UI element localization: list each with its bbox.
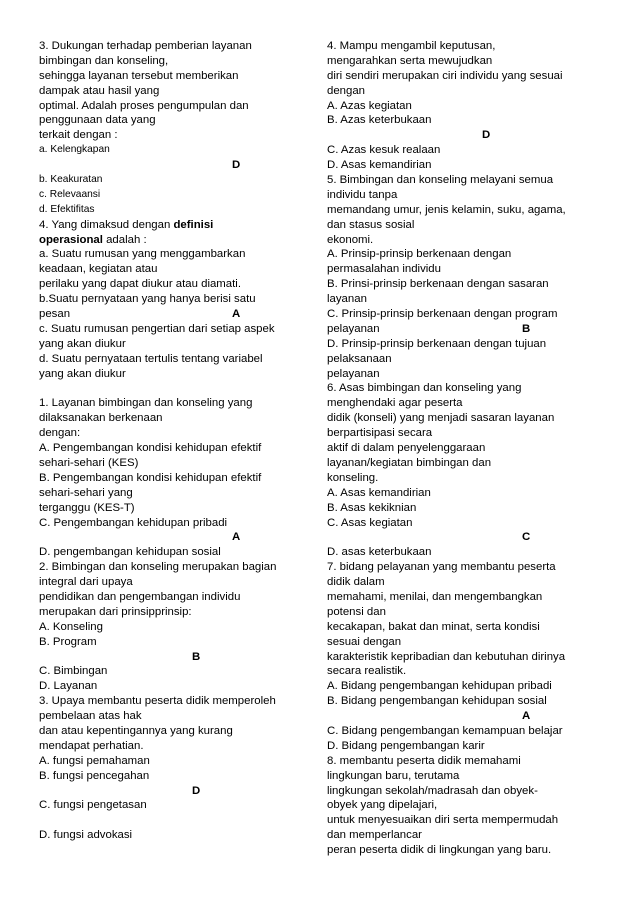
text-line: c. Relevaansi (39, 188, 101, 200)
text-line: 3. Dukungan terhadap pemberian layanan (39, 40, 252, 52)
answer-key: A (522, 710, 531, 723)
text-line: secara realistik. (327, 665, 407, 678)
text-line: C. fungsi pengetasan (39, 799, 147, 812)
text-line: perilaku yang dapat diukur atau diamati. (39, 278, 241, 291)
text-line: b. Keakuratan (39, 174, 103, 186)
text-line: konseling. (327, 471, 379, 484)
text-line: terkait dengan : (39, 129, 118, 142)
text-line: 4. Mampu mengambil keputusan, (327, 40, 496, 52)
text-line: individu tanpa (327, 188, 398, 201)
text-line: D. Layanan (39, 680, 98, 693)
text-line: potensi dan (327, 605, 386, 618)
right-column (327, 39, 603, 858)
text-line: dan stasus sosial (327, 218, 415, 231)
answer-key: B (522, 322, 531, 335)
text-line: 5. Bimbingan dan konseling melayani semua (327, 174, 554, 187)
text-line: memahami, menilai, dan mengembangkan (327, 590, 543, 603)
text-line: karakteristik kepribadian dan kebutuhan dirinya (327, 650, 566, 663)
text-line: 8. membantu peserta didik memahami (327, 754, 521, 767)
text-line: D. asas keterbukaan (327, 546, 432, 559)
text-line: d. Efektifitas (39, 203, 95, 215)
text-line: A. Pengembangan kondisi kehidupan efektif (39, 442, 262, 455)
text-line: penggunaan data yang (39, 114, 156, 127)
text-line: C. Asas kegiatan (327, 516, 413, 529)
text-line: B. Prinsi-prinsip berkenaan dengan sasaran (327, 278, 549, 291)
text-line: permasalahan individu (327, 263, 441, 276)
text-line: B. Pengembangan kondisi kehidupan efektif (39, 471, 262, 484)
text-line: pesan A (39, 308, 241, 321)
text-line: pelaksanaan (327, 352, 392, 365)
blank-line (39, 813, 307, 828)
text-line: diri sendiri merupakan ciri individu yang sesuai (327, 69, 563, 82)
text-line: b.Suatu pernyataan yang hanya berisi satu (39, 293, 256, 306)
text-line: C. Bimbingan (39, 665, 108, 678)
text-line: sehingga layanan tersebut memberikan (39, 69, 239, 82)
text-line: bimbingan dan konseling, (39, 54, 169, 67)
text-line: sesuai dengan (327, 635, 402, 648)
text-line: didik dalam (327, 576, 385, 589)
text-line: lingkungan sekolah/madrasah dan obyek- (327, 784, 538, 797)
text-line: 4. Yang dimaksud dengan definisi (39, 218, 214, 231)
text-line: d. Suatu pernyataan tertulis tentang variabel (39, 352, 263, 365)
text-line: dan atau kepentingannya yang kurang (39, 724, 233, 737)
text-line: mendapat perhatian. (39, 739, 144, 752)
text-line: 2. Bimbingan dan konseling merupakan bagian (39, 561, 277, 574)
text-line: pelayanan (327, 367, 380, 380)
text-line: mengarahkan serta mewujudkan (327, 54, 493, 67)
text-line: A. Asas kemandirian (327, 486, 431, 499)
text-line: 3. Upaya membantu peserta didik memperoleh (39, 695, 276, 708)
text-line: dengan: (39, 427, 81, 440)
text-line: integral dari upaya (39, 576, 133, 589)
text-line: B. Asas kekiknian (327, 501, 417, 514)
text-line: D. fungsi advokasi (39, 829, 133, 842)
text-line: aktif di dalam penyelenggaraan (327, 442, 486, 455)
text-line: merupakan dari prinsipprinsip: (39, 605, 192, 618)
text-line: 1. Layanan bimbingan dan konseling yang (39, 397, 253, 410)
text-line: 6. Asas bimbingan dan konseling yang (327, 382, 522, 395)
text-line: D. Bidang pengembangan karir (327, 739, 485, 752)
text-line: terganggu (KES-T) (39, 501, 135, 514)
text-line: menghendaki agar peserta (327, 397, 463, 410)
text-line: lingkungan baru, terutama (327, 769, 460, 782)
answer-key: B (192, 650, 201, 663)
text-line: C. Bidang pengembangan kemampuan belajar (327, 724, 563, 737)
text-line: pembelaan atas hak (39, 710, 142, 723)
text-line: berpartisipasi secara (327, 427, 433, 440)
text-line: kecakapan, bakat dan minat, serta kondisi (327, 620, 540, 633)
text-line: C. Azas kesuk realaan (327, 144, 441, 157)
answer-key: A (232, 308, 241, 321)
text-line: C. Pengembangan kehidupan pribadi (39, 516, 228, 529)
text-line: a. Suatu rumusan yang menggambarkan (39, 248, 246, 261)
left-column (39, 39, 307, 843)
text-line: sehari-sehari (KES) (39, 456, 139, 469)
text-line: dilaksanakan berkenaan (39, 412, 163, 425)
text-line: memandang umur, jenis kelamin, suku, agama, (327, 203, 566, 216)
text-line: B. fungsi pencegahan (39, 769, 150, 782)
text-line: A. Bidang pengembangan kehidupan pribadi (327, 680, 552, 693)
text-line: layanan (327, 293, 367, 306)
text-line: dan memperlancar (327, 829, 422, 842)
text-line: operasional adalah : (39, 233, 147, 246)
text-line: didik (konseli) yang menjadi sasaran layanan (327, 412, 555, 425)
text-line: optimal. Adalah proses pengumpulan dan (39, 99, 249, 112)
text-line: sehari-sehari yang (39, 486, 133, 499)
text-line: A. fungsi pemahaman (39, 754, 150, 767)
text-line: a. Kelengkapan (39, 144, 110, 156)
text-line: keadaan, kegiatan atau (39, 263, 158, 276)
answer-key: C (522, 531, 531, 544)
text-line: dengan (327, 84, 366, 97)
text-line: D. Asas kemandirian (327, 159, 432, 172)
text-line: c. Suatu rumusan pengertian dari setiap aspek (39, 322, 275, 335)
text-line: layanan/kegiatan bimbingan dan (327, 456, 492, 469)
blank-line (39, 381, 307, 396)
text-line: ekonomi. (327, 233, 374, 246)
text-line: pelayanan B (327, 322, 531, 335)
text-line: A. Konseling (39, 620, 103, 633)
text-line: D. Prinsip-prinsip berkenaan dengan tujuan (327, 337, 547, 350)
text-line: B. Bidang pengembangan kehidupan sosial (327, 695, 547, 708)
text-line: B. Program (39, 635, 97, 648)
text-line: untuk menyesuaikan diri serta mempermudah (327, 814, 559, 827)
text-line: A. Prinsip-prinsip berkenaan dengan (327, 248, 512, 261)
text-line: 7. bidang pelayanan yang membantu peserta (327, 561, 556, 574)
answer-key: D (232, 159, 241, 172)
text-line: peran peserta didik di lingkungan yang baru. (327, 844, 552, 857)
text-line: C. Prinsip-prinsip berkenaan dengan program (327, 308, 558, 321)
text-line: D. pengembangan kehidupan sosial (39, 546, 221, 559)
answer-key: D (192, 784, 201, 797)
answer-key: D (482, 129, 491, 142)
text-line: obyek yang dipelajari, (327, 799, 438, 812)
text-line: B. Azas keterbukaan (327, 114, 432, 127)
text-line: yang akan diukur (39, 367, 126, 380)
text-line: dampak atau hasil yang (39, 84, 160, 97)
answer-key: A (232, 531, 241, 544)
text-line: A. Azas kegiatan (327, 99, 412, 112)
text-line: pendidikan dan pengembangan individu (39, 590, 241, 603)
text-line: yang akan diukur (39, 337, 126, 350)
